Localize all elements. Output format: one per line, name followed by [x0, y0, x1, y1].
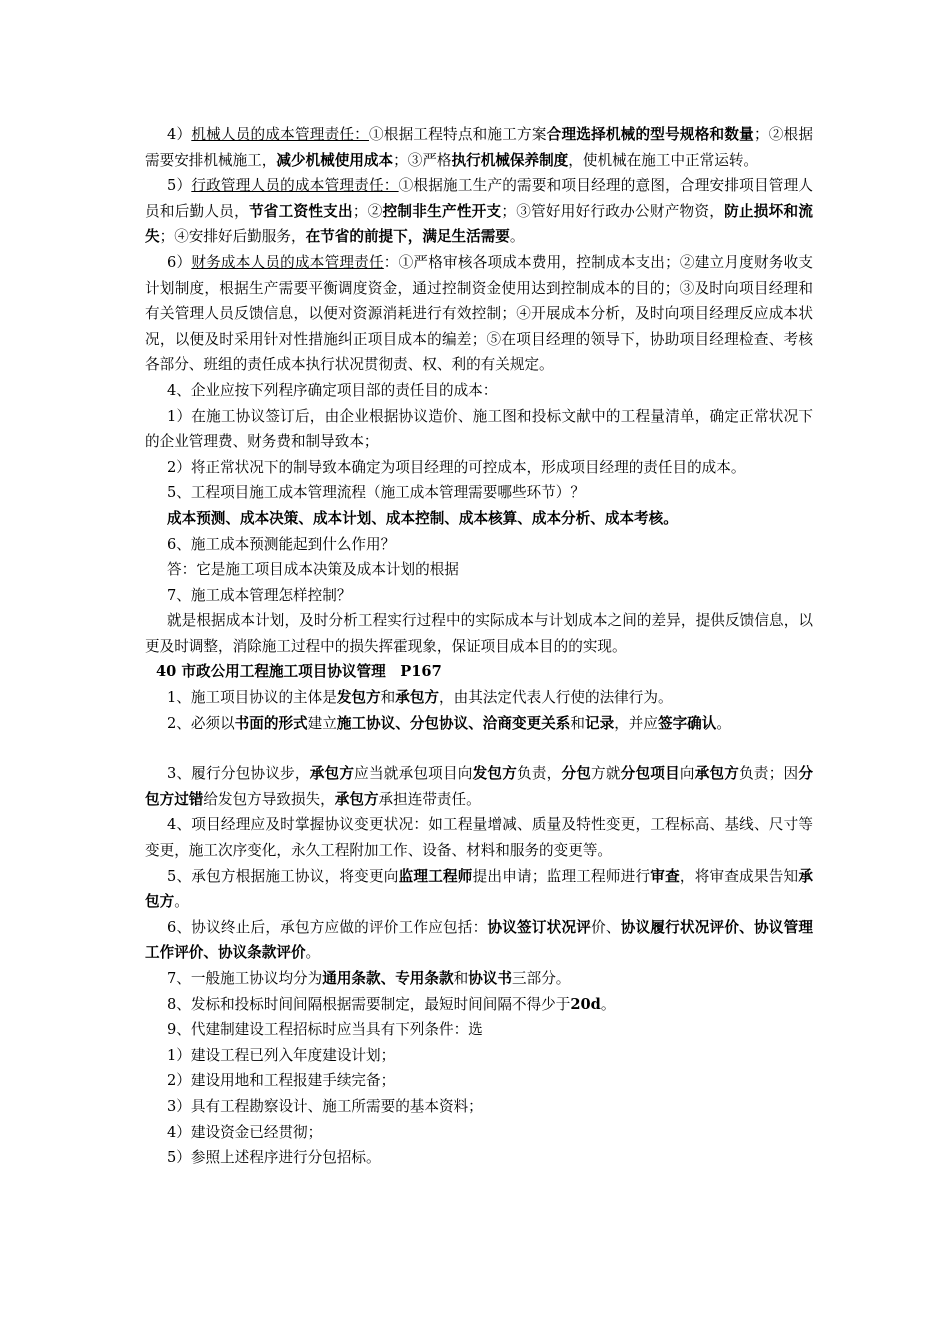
text-run: 节省工资性支出	[248, 202, 353, 220]
paragraph	[145, 583, 813, 609]
text-run: 9、代建制建设工程招标时应当具有下列条件：选	[167, 1021, 483, 1039]
text-run: 。	[305, 944, 321, 962]
text-run: 。	[509, 228, 525, 246]
paragraph	[145, 1043, 813, 1069]
text-run: ①根据施工生产的需要和项目经理的意图，合理安排项目管理人员和后勤人员，	[145, 177, 813, 220]
text-run: 防止损坏和流失	[145, 202, 813, 246]
paragraph	[145, 685, 813, 711]
text-run: 方就	[591, 765, 621, 783]
text-run: ；②	[352, 202, 383, 220]
text-run: 7、一般施工协议均分为	[167, 970, 323, 987]
paragraph	[145, 1120, 813, 1146]
text-run: 通用条款、专用条款	[322, 970, 454, 987]
text-run: 行政管理人员的成本管理责任：	[191, 177, 399, 195]
text-run: 5）参照上述程序进行分包招标。	[167, 1149, 381, 1167]
text-run: 承包方	[694, 765, 740, 783]
text-run: 承担连带责任。	[378, 790, 481, 808]
text-run: 应当就承包项目向	[354, 765, 473, 783]
paragraph	[145, 608, 813, 659]
text-run: 发包方	[472, 765, 518, 783]
text-run: 分包方过错	[145, 765, 813, 808]
text-run: 承包方	[334, 790, 379, 808]
text-run: 建立	[307, 714, 337, 732]
document-body	[145, 122, 813, 1171]
paragraph	[145, 455, 813, 481]
text-run: 给发包方导致损失，	[203, 790, 335, 808]
text-run: 负责；因	[739, 765, 799, 783]
paragraph	[145, 1068, 813, 1094]
paragraph	[145, 250, 813, 378]
text-run: 和	[570, 714, 585, 732]
text-run: 。	[716, 714, 731, 732]
text-run: 书面的形式	[234, 714, 308, 732]
text-run: ；④安排好后勤服务，	[159, 228, 306, 246]
text-run: 2）将正常状况下的制导致本确定为项目经理的可控成本，形成项目经理的责任目的成本。	[167, 458, 746, 476]
text-run: ，由其法定代表人行使的法律行为。	[439, 689, 673, 707]
text-run: ；③严格	[393, 151, 452, 169]
text-run: ；③管好用好行政办公财产物资，	[501, 202, 725, 220]
text-run: ①根据工程特点和施工方案	[368, 126, 547, 143]
text-run: 答：它是施工项目成本决策及成本计划的根据	[167, 561, 459, 579]
text-run: 3）具有工程勘察设计、施工所需要的基本资料；	[167, 1097, 483, 1115]
text-run: 和	[380, 689, 396, 707]
paragraph	[145, 173, 813, 250]
text-run: 施工协议、分包协议、洽商变更关系	[336, 714, 571, 732]
text-run: 负责，	[517, 765, 562, 783]
text-run: 财务成本人员的成本管理责任	[191, 253, 384, 271]
text-run: ，并应	[614, 714, 658, 732]
text-run: 2）建设用地和工程报建手续完备；	[167, 1072, 396, 1090]
blank-line	[145, 736, 813, 761]
text-run: 承包方	[309, 765, 355, 783]
text-run: 7、施工成本管理怎样控制？	[167, 586, 352, 604]
paragraph	[145, 711, 813, 737]
text-run: 向	[679, 765, 695, 783]
text-run: 8、发标和投标时间间隔根据需要制定，最短时间间隔不得少于	[167, 995, 571, 1013]
text-run: 签字确认	[657, 714, 717, 732]
section-heading	[145, 659, 813, 685]
text-run: 承包方	[395, 689, 440, 707]
text-run: ：①严格审核各项成本费用，控制成本支出；②建立月度财务收支计划制度，根据生产需要平衡调度资金，通过控制资金使用达到控制成本的目的；③及时向项目经理和有关管理人员反馈信息，以便对资源消耗进行有效控制；④开展成本分析，及时向项目经理反应成本状况，以便及时采用针对性措施纠正项目成本的编差；⑤在项目经理的领导下，协助项目经理检查、考核各部分、班组的责任成本执行状况贯彻责、权、利的有关规定。	[145, 253, 813, 374]
text-run: 发包方	[336, 689, 381, 707]
paragraph	[145, 404, 813, 455]
text-run: 1）在施工协议签订后，由企业根据协议造价、施工图和投标文献中的工程量清单，确定正常状况下的企业管理费、财务费和制导致本；	[145, 407, 813, 451]
paragraph	[145, 1145, 813, 1171]
paragraph	[145, 378, 813, 404]
text-run: 5）	[167, 177, 192, 195]
text-run: 4、项目经理应及时掌握协议变更状况：如工程量增减、质量及特性变更，工程标高、基线、尺寸等变更，施工次序变化，永久工程附加工作、设备、材料和服务的变更等。	[145, 816, 813, 860]
paragraph	[145, 864, 813, 915]
text-run: ，将审查成果告知	[679, 867, 799, 885]
paragraph	[145, 1094, 813, 1120]
text-run: 价、	[591, 918, 621, 936]
text-run: 2、必须以	[167, 714, 235, 732]
text-run: ，使机械在施工中正常运转。	[568, 151, 759, 169]
paragraph	[145, 992, 813, 1018]
text-run: 合理选择机械的型号规格和数量	[546, 126, 754, 143]
text-run: 监理工程师	[398, 867, 473, 885]
paragraph	[145, 122, 813, 173]
paragraph	[145, 966, 813, 992]
text-run: 5、承包方根据施工协议，将变更向	[167, 867, 399, 885]
text-run: 1）建设工程已列入年度建设计划；	[167, 1046, 396, 1064]
text-run: 就是根据成本计划，及时分析工程实行过程中的实际成本与计划成本之间的差异，提供反馈信息，以更及时调整，消除施工过程中的损失挥霍现象，保证项目成本目的的实现。	[145, 612, 813, 655]
text-run: 和	[453, 970, 469, 987]
paragraph	[145, 915, 813, 966]
text-run: 减少机械使用成本	[276, 151, 394, 169]
paragraph	[145, 557, 813, 583]
paragraph	[145, 761, 813, 812]
text-run: 三部分。	[512, 970, 571, 987]
text-run: 成本预测、成本决策、成本计划、成本控制、成本核算、成本分析、成本考核。	[167, 509, 678, 527]
text-run: 协议履行状况评价、协议管理工作评价、协议条款评价	[145, 918, 813, 962]
text-run: 承包方	[145, 867, 813, 911]
text-run: 6、协议终止后，承包方应做的评价工作应包括：	[167, 918, 488, 936]
text-run: 。	[600, 995, 616, 1013]
paragraph	[145, 480, 813, 506]
text-run: 协议签订状况评	[487, 918, 592, 936]
paragraph	[145, 1017, 813, 1043]
text-run: 。	[174, 893, 189, 911]
text-run: 在节省的前提下，满足生活需要	[305, 228, 510, 246]
text-run: 提出申请；监理工程师进行	[472, 867, 651, 885]
text-run: 40 市政公用工程施工项目协议管理 P167	[156, 663, 442, 681]
text-run: 4、企业应按下列程序确定项目部的责任目的成本：	[167, 381, 498, 399]
text-run: 执行机械保养制度	[451, 151, 569, 169]
text-run: 记录	[584, 714, 615, 732]
text-run: 6）	[167, 253, 192, 271]
text-run: 分包项目	[620, 765, 680, 783]
paragraph	[145, 812, 813, 863]
text-run: 协议书	[468, 970, 512, 987]
paragraph	[145, 532, 813, 558]
text-run: 20d	[570, 995, 601, 1013]
text-run: 3、履行分包协议步，	[167, 765, 310, 783]
text-run: 机械人员的成本管理责任：	[191, 126, 369, 143]
text-run: 4）	[167, 126, 192, 143]
text-run: 1、施工项目协议的主体是	[167, 689, 337, 707]
text-run: 6、施工成本预测能起到什么作用？	[167, 535, 396, 553]
paragraph	[145, 506, 813, 532]
text-run: 4）建设资金已经贯彻；	[167, 1123, 323, 1141]
text-run: 控制非生产性开支	[382, 202, 502, 220]
text-run: 审查	[650, 867, 680, 885]
text-run: 5、工程项目施工成本管理流程（施工成本管理需要哪些环节）？	[167, 484, 585, 502]
text-run: ；②根据需要安排机械施工，	[145, 126, 813, 169]
text-run: 分包	[561, 765, 592, 783]
